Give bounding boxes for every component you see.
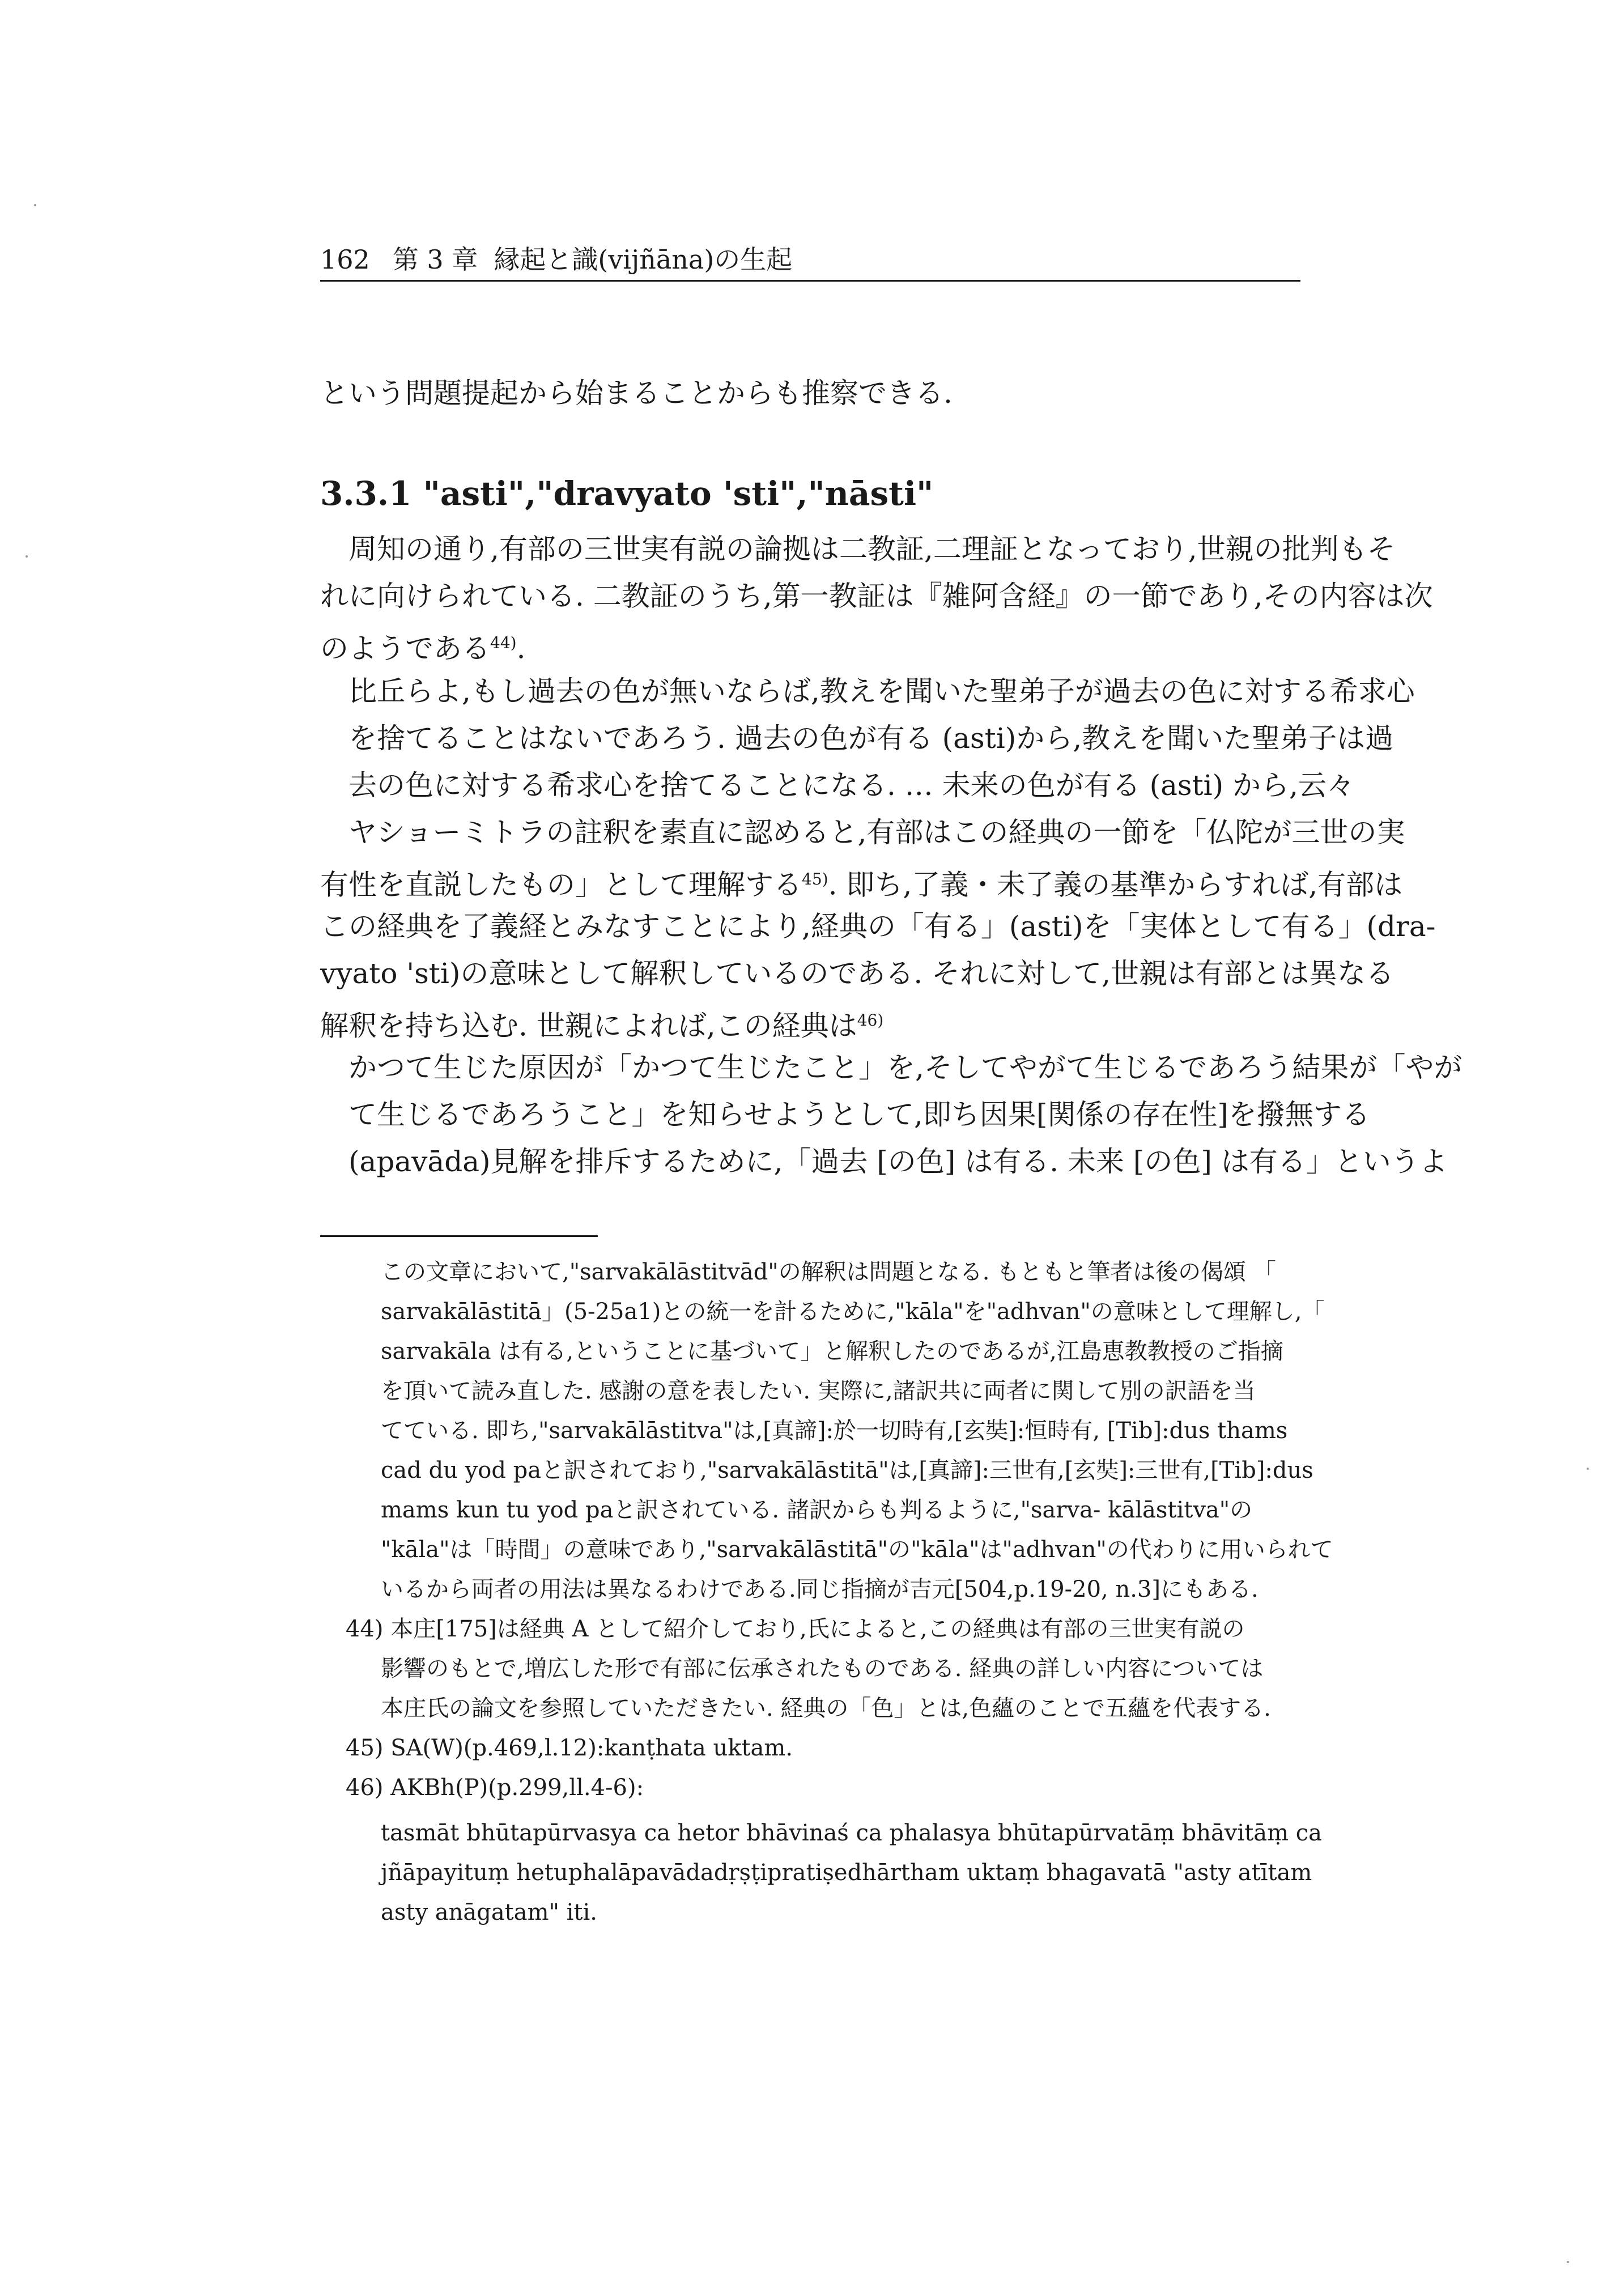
para1-line	[320, 625, 1340, 667]
footnote-46: 46) AKBh(P)(p.299,ll.4-6):	[346, 1775, 644, 1801]
footnote-line: "kāla"は「時間」の意味であり,"sarvakālāstitā"の"kāla"は"adhvan"の代わりに用いられて	[381, 1537, 1333, 1563]
footnote-line: mams kun tu yod paと訳されている. 諸訳からも判るように,"sarva- kālāstitva"の	[381, 1497, 1253, 1523]
footnote-46-sanskrit: tasmāt bhūtapūrvasya ca hetor bhāvinaś ca phalasya bhūtapūrvatāṃ bhāvitāṃ ca	[381, 1820, 1323, 1846]
page-number: 162	[320, 244, 370, 275]
footnote-line: cad du yod paと訳されており,"sarvakālāstitā"は,[真諦]:三世有,[玄奘]:三世有,[Tib]:dus	[381, 1457, 1313, 1483]
quote-line: 去の色に対する希求心を捨てることになる. … 未来の色が有る (asti) から,云々	[348, 769, 1355, 802]
quote-line: を捨てることはないであろう. 過去の色が有る (asti)から,教えを聞いた聖弟子は過	[348, 722, 1394, 755]
footnote-line: いるから両者の用法は異なるわけである.同じ指摘が吉元[504,p.19-20, n.3]にもある.	[381, 1576, 1259, 1602]
para2-line: vyato 'sti)の意味として解釈しているのである. それに対して,世親は有部とは異なる	[320, 957, 1395, 990]
footnote-line: sarvakālāstitā」(5-25a1)との統一を計るために,"kāla"を"adhvan"の意味として理解し,「	[381, 1299, 1325, 1325]
footnote-44-line: 本庄氏の論文を参照していただきたい. 経典の「色」とは,色蘊のことで五蘊を代表する.	[381, 1695, 1271, 1721]
chapter-label: 第 3 章	[392, 244, 478, 275]
quote-line: (apavāda)見解を排斥するために,「過去 [の色] は有る. 未来 [の色] は有る」というよ	[348, 1145, 1448, 1178]
scan-speck	[34, 204, 36, 206]
para2-text: 解釈を持ち込む. 世親によれば,この経典は	[320, 1009, 857, 1043]
para1-text: のようである	[320, 632, 490, 665]
scan-speck	[1587, 1468, 1589, 1470]
footnote-line: この文章において,"sarvakālāstitvād"の解釈は問題となる. もともと筆者は後の偈頌 「	[381, 1259, 1276, 1285]
footnote-ref: 44)	[490, 633, 517, 652]
quote-line: かつて生じた原因が「かつて生じたこと」を,そしてやがて生じるであろう結果が「やが	[348, 1051, 1463, 1084]
footnote-44: 44) 本庄[175]は経典 A として紹介しており,氏によると,この経典は有部の三世実有説の	[346, 1616, 1245, 1642]
footnote-ref: 45)	[802, 870, 828, 888]
para2-line	[320, 1002, 1340, 1044]
footnote-ref: 46)	[857, 1011, 884, 1030]
para2-line: この経典を了義経とみなすことにより,経典の「有る」(asti)を「実体として有る」(dra-	[320, 910, 1436, 943]
running-header	[320, 243, 1300, 282]
para1-line: れに向けられている. 二教証のうち,第一教証は『雑阿含経』の一節であり,その内容は次	[320, 580, 1433, 613]
quote-line: 比丘らよ,もし過去の色が無いならば,教えを聞いた聖弟子が過去の色に対する希求心	[348, 675, 1415, 708]
para2-line	[320, 861, 1403, 903]
para1-end: .	[516, 632, 526, 665]
intro-line: という問題提起から始まることからも推察できる.	[320, 377, 953, 410]
footnote-44-line: 影響のもとで,増広した形で有部に伝承されたものである. 経典の詳しい内容については	[381, 1656, 1264, 1682]
scan-speck	[25, 555, 28, 558]
footnote-line: sarvakāla は有る,ということに基づいて」と解釈したのであるが,江島恵教教授のご指摘	[381, 1338, 1283, 1364]
footnote-line: を頂いて読み直した. 感謝の意を表したい. 実際に,諸訳共に両者に関して別の訳語を当	[381, 1378, 1256, 1404]
chapter-title: 縁起と識(vijñāna)の生起	[494, 244, 793, 275]
para2-line: ヤショーミトラの註釈を素直に認めると,有部はこの経典の一節を「仏陀が三世の実	[348, 816, 1405, 849]
para2-text: 有性を直説したもの」として理解する	[320, 868, 802, 902]
footnote-46-sanskrit: asty anāgatam" iti.	[381, 1899, 598, 1925]
quote-line: て生じるであろうこと」を知らせようとして,即ち因果[関係の存在性]を撥無する	[348, 1098, 1370, 1131]
section-heading: 3.3.1 "asti","dravyato 'sti","nāsti"	[320, 474, 934, 513]
footnote-line: てている. 即ち,"sarvakālāstitva"は,[真諦]:於一切時有,[玄奘]:恒時有, [Tib]:dus thams	[381, 1418, 1288, 1444]
para2-text: . 即ち,了義・未了義の基準からすれば,有部は	[828, 868, 1403, 902]
footnote-divider	[320, 1235, 598, 1237]
scan-speck	[1567, 2261, 1569, 2263]
footnote-45: 45) SA(W)(p.469,l.12):kanṭhata uktam.	[346, 1735, 793, 1761]
para1-line: 周知の通り,有部の三世実有説の論拠は二教証,二理証となっており,世親の批判もそ	[348, 533, 1396, 566]
footnote-46-sanskrit: jñāpayituṃ hetuphalāpavādadṛṣṭipratiṣedhārtham uktaṃ bhagavatā "asty atītam	[381, 1860, 1312, 1886]
